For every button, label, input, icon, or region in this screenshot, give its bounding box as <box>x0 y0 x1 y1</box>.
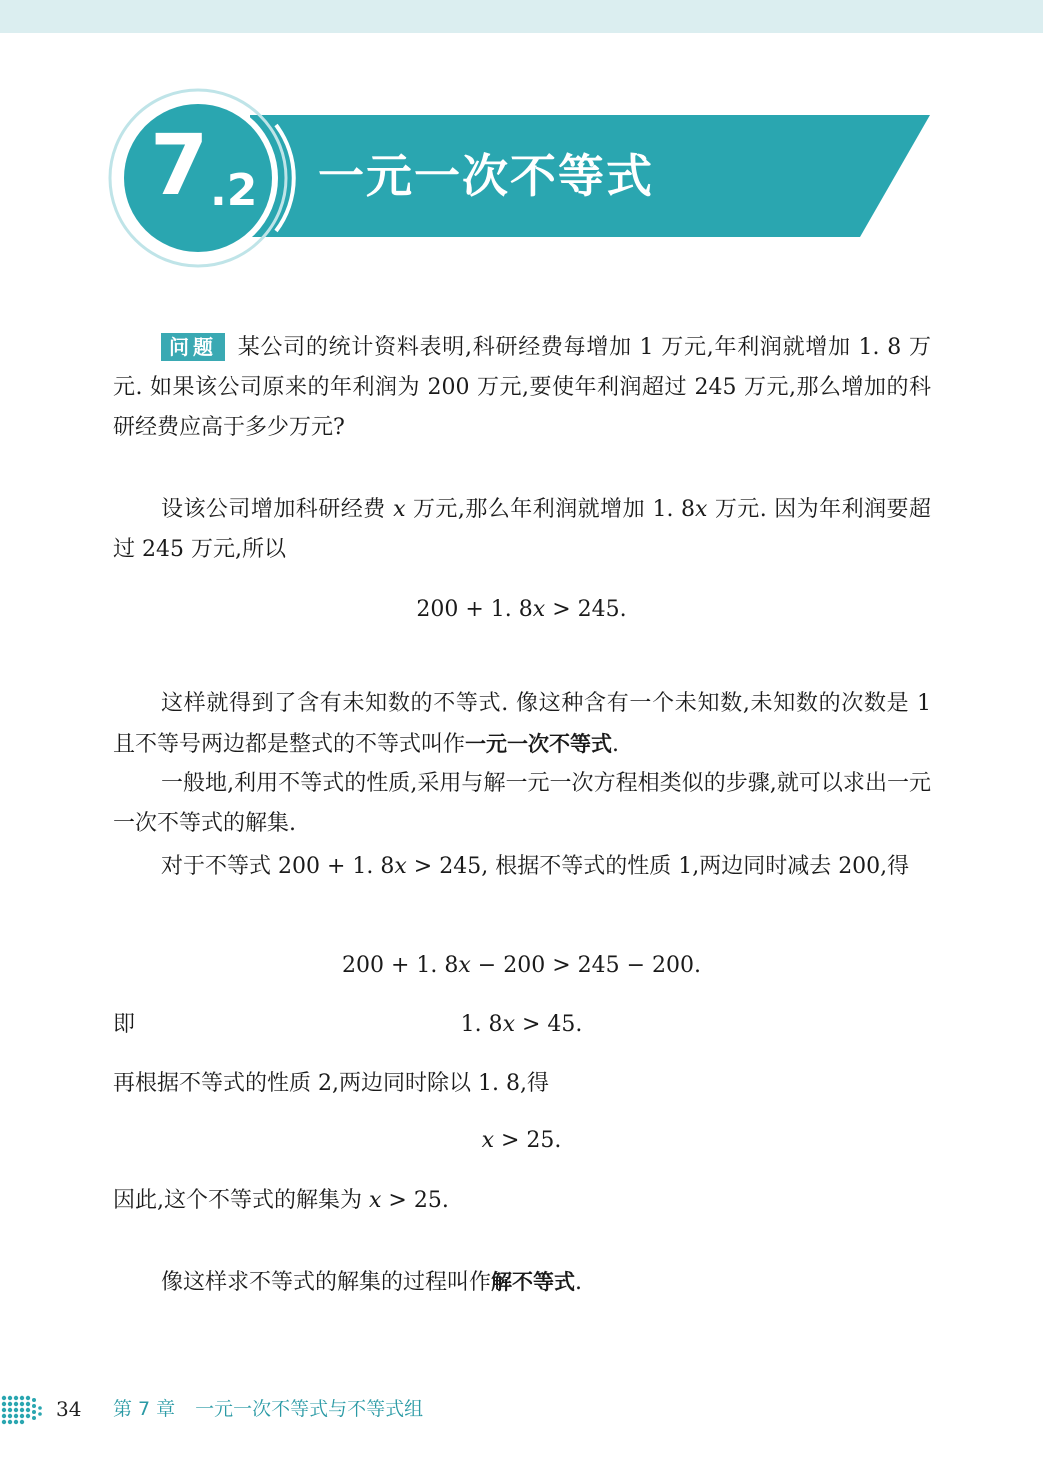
eq-text: − 200 > 245 − 200. <box>470 953 702 978</box>
variable: x <box>369 1188 382 1213</box>
eq-text: 200 + 1. 8 <box>416 597 533 622</box>
chapter-title: 一元一次不等式与不等式组 <box>195 1398 424 1420</box>
section-banner <box>100 85 940 275</box>
problem-paragraph <box>113 328 931 448</box>
paragraph-definition <box>113 684 931 765</box>
chapter-label: 第 7 章 <box>113 1398 176 1420</box>
text-run: 对于不等式 200 + 1. 8 <box>161 854 395 879</box>
text-run: 设该公司增加科研经费 <box>161 497 394 522</box>
text-run: 万元,那么年利润就增加 1. 8 <box>405 497 695 522</box>
text-run: 这样就得到了含有未知数的不等式. 像这种含有一个未知数,未知数的次数是 1 且不等号两边都是整式的不等式叫作 <box>113 691 931 757</box>
term-highlight: 解不等式 <box>491 1270 576 1294</box>
paragraph-property2: 再根据不等式的性质 2,两边同时除以 1. 8,得 <box>113 1071 549 1096</box>
text-run: 因此,这个不等式的解集为 <box>113 1188 369 1213</box>
eq-text: > 25. <box>494 1128 562 1153</box>
term-highlight: 一元一次不等式 <box>465 732 613 756</box>
section-number: 7 <box>150 116 207 214</box>
section-subnumber: .2 <box>210 165 258 216</box>
text-run: > 245, 根据不等式的性质 1,两边同时减去 200,得 <box>406 854 910 879</box>
variable: x <box>694 497 708 522</box>
equation-3-label: 即 <box>113 1012 136 1037</box>
variable: x <box>481 1128 494 1153</box>
page-number: 34 <box>56 1397 82 1421</box>
top-color-strip <box>0 0 1043 33</box>
variable: x <box>502 1012 515 1037</box>
eq-text: 200 + 1. 8 <box>341 953 459 978</box>
paragraph-property1 <box>113 847 931 887</box>
text-run: . <box>575 1270 583 1295</box>
variable: x <box>394 854 407 879</box>
problem-text: 某公司的统计资料表明,科研经费每增加 1 万元,年利润就增加 1. 8 万元. 如果该公司原来的年利润为 200 万元,要使年利润超过 245 万元,那么增加的科研经费应高于多少万元? <box>113 335 931 440</box>
variable: x <box>458 953 471 978</box>
equation-4 <box>0 1126 1043 1156</box>
text-run: 像这样求不等式的解集的过程叫作 <box>161 1270 492 1295</box>
text-run: . <box>612 732 620 757</box>
eq-text: > 245. <box>545 597 627 622</box>
problem-tag: 问题 <box>161 333 225 361</box>
paragraph-solution <box>113 1186 449 1216</box>
variable: x <box>532 597 546 622</box>
paragraph-general: 一般地,利用不等式的性质,采用与解一元一次方程相类似的步骤,就可以求出一元一次不等式的解集. <box>113 771 931 836</box>
section-title: 一元一次不等式 <box>318 149 654 203</box>
equation-3 <box>0 1010 1043 1040</box>
variable: x <box>393 497 406 522</box>
text-run: > 25. <box>381 1188 449 1213</box>
eq-text: 1. 8 <box>460 1012 503 1037</box>
paragraph-solve-definition <box>113 1262 931 1303</box>
equation-2 <box>0 951 1043 981</box>
paragraph-setup <box>113 490 931 570</box>
equation-1 <box>0 595 1043 625</box>
eq-text: > 45. <box>514 1012 583 1037</box>
footer-dot-pattern-icon <box>0 1390 50 1430</box>
chapter-footer <box>113 1396 423 1422</box>
text-run: 万元. 因为年利润要超过 245 万元,所以 <box>113 497 932 562</box>
